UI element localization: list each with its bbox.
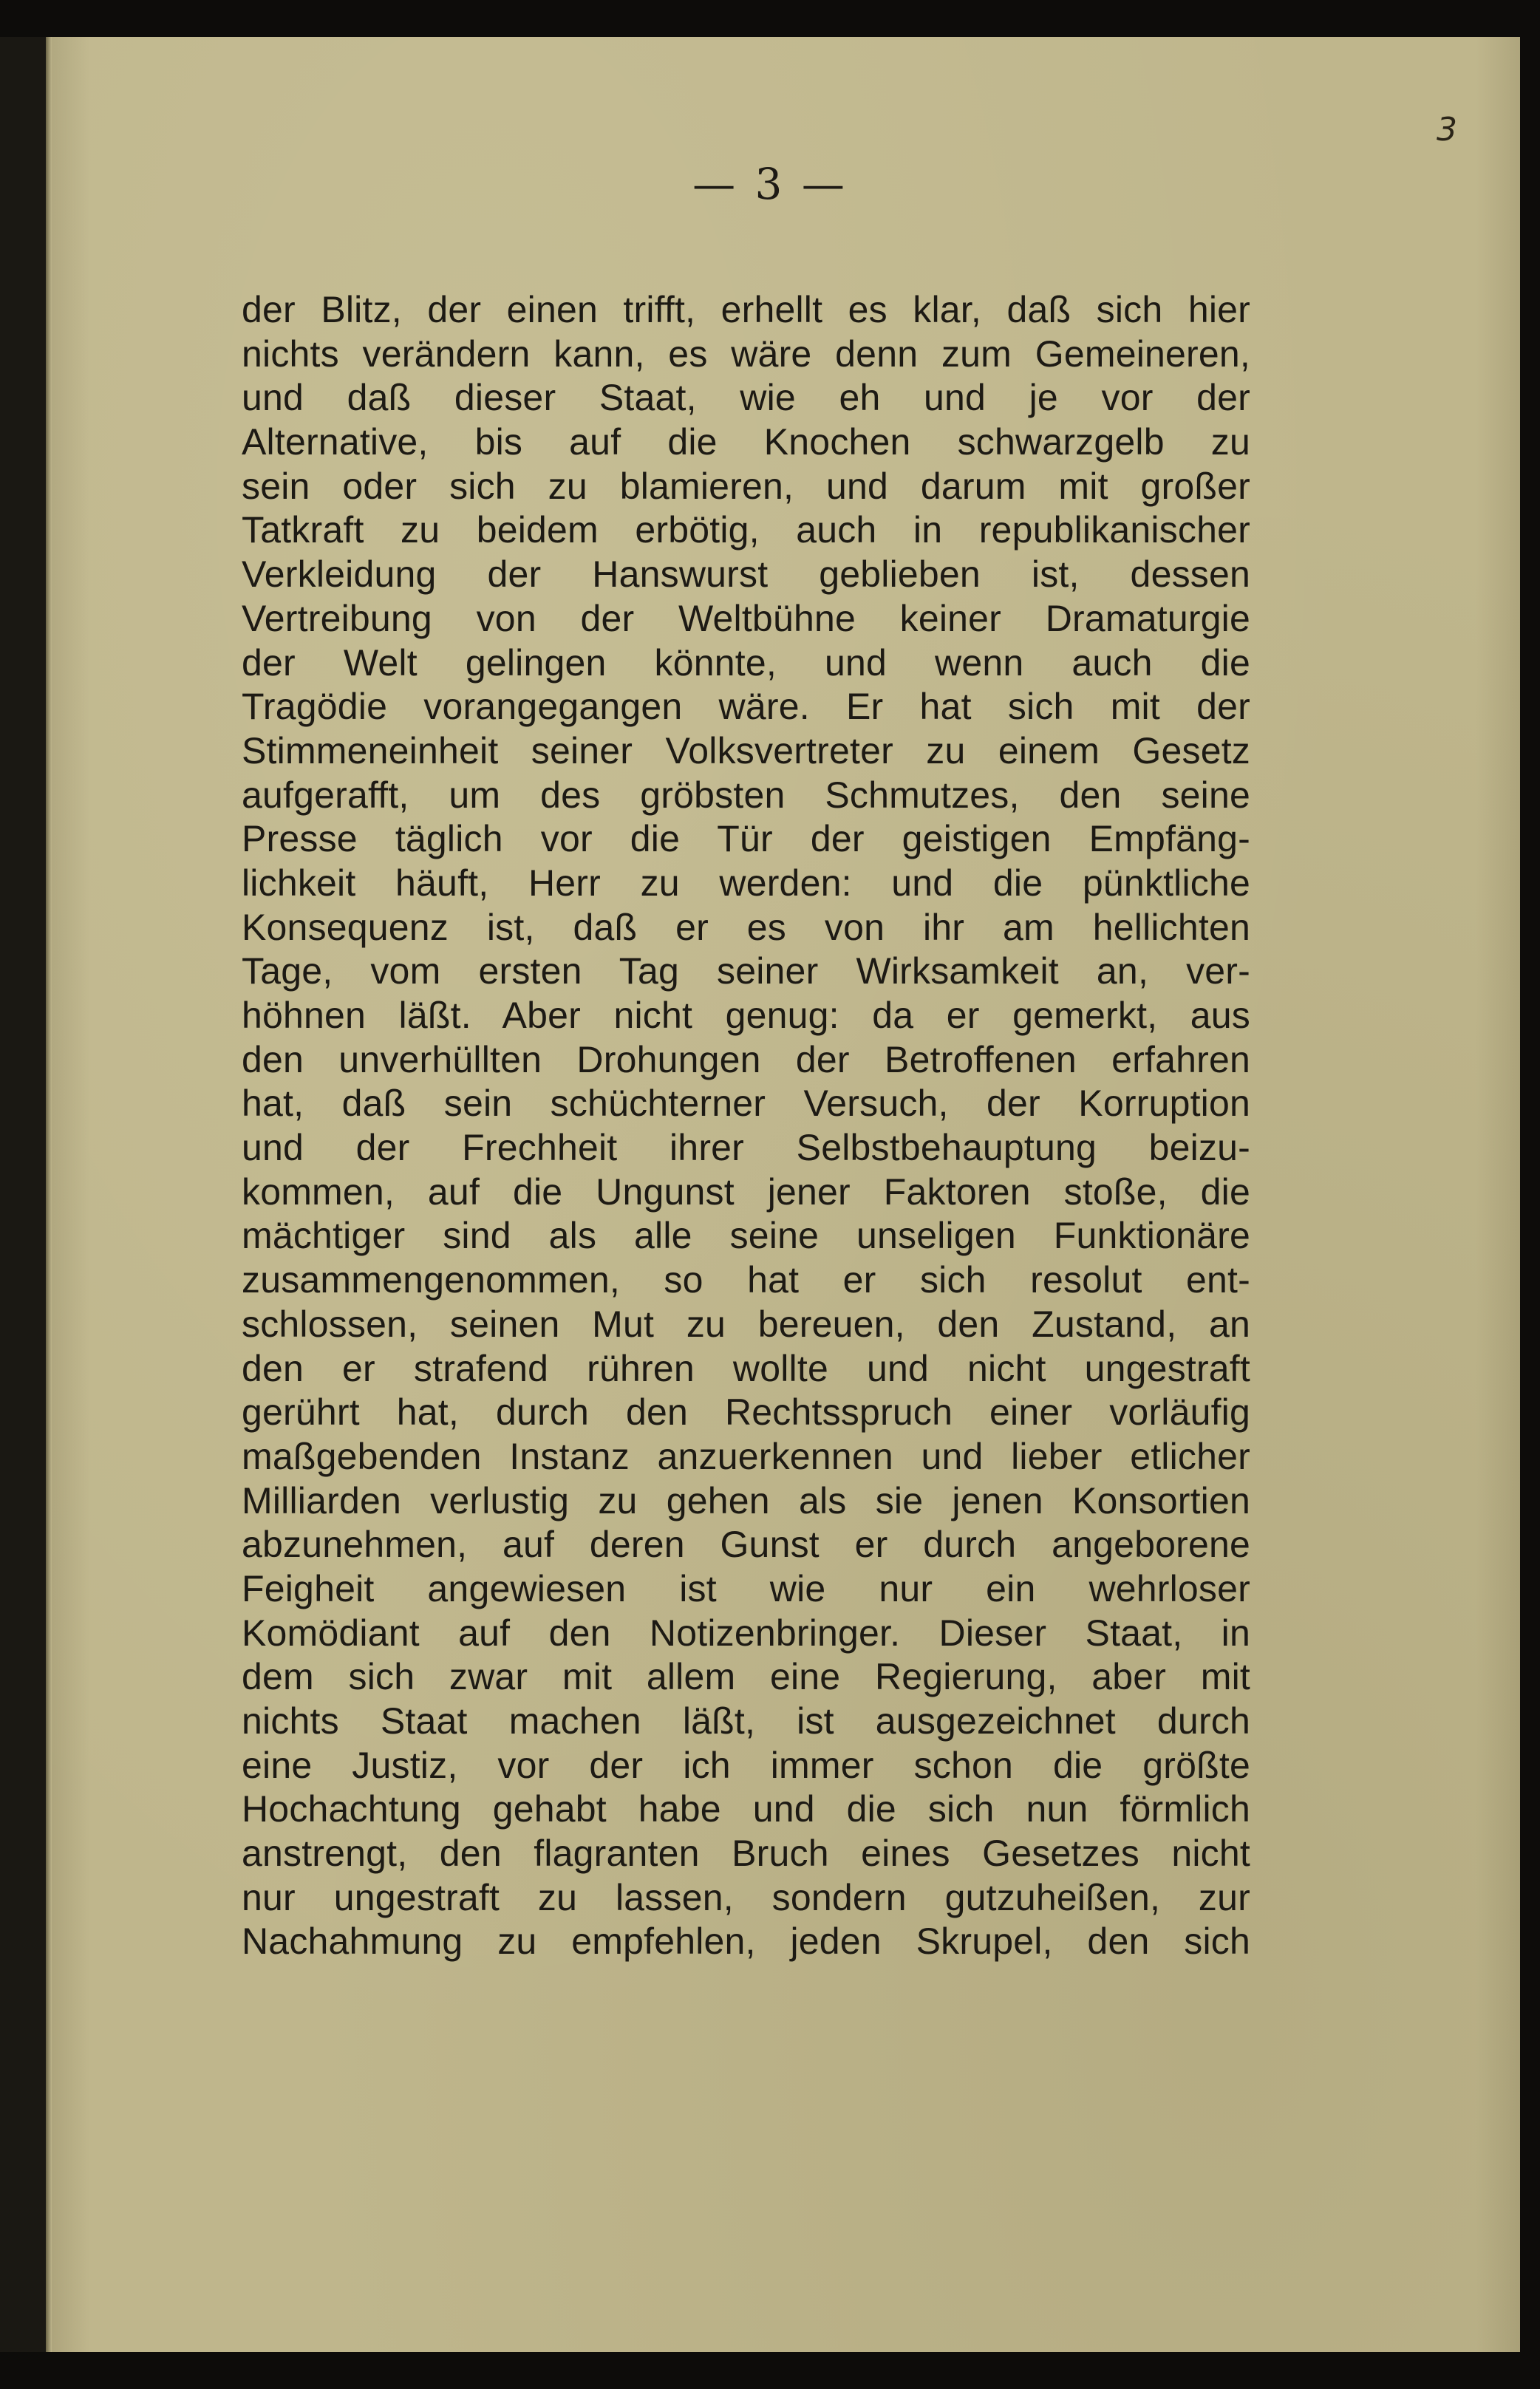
text-line: dem sich zwar mit allem eine Regierung, aber mit: [242, 1656, 1250, 1698]
text-line: Hochachtung gehabt habe und die sich nun förmlich: [242, 1788, 1250, 1830]
text-line: kommen, auf die Ungunst jener Faktoren stoße, die: [242, 1170, 1250, 1213]
text-line: anstrengt, den flagranten Bruch eines Gesetzes nicht: [242, 1833, 1250, 1875]
text-line: schlossen, seinen Mut zu bereuen, den Zustand, an: [242, 1303, 1250, 1345]
text-line: mächtiger sind als alle seine unseligen Funktionäre: [242, 1215, 1250, 1257]
scan-bottom-edge: [46, 2352, 1520, 2389]
text-line: Komödiant auf den Notizenbringer. Dieser Staat, in: [242, 1612, 1250, 1654]
book-binding-edge: [0, 37, 46, 2352]
text-line: gerührt hat, durch den Rechtsspruch einer vorläufig: [242, 1391, 1250, 1434]
text-line: Tragödie vorangegangen wäre. Er hat sich mit der: [242, 686, 1250, 728]
text-line: Stimmeneinheit seiner Volksvertreter zu einem Gesetz: [242, 729, 1250, 771]
text-line: Tatkraft zu beidem erbötig, auch in republikanischer: [242, 509, 1250, 551]
text-line: Presse täglich vor die Tür der geistigen Empfäng-: [242, 818, 1250, 860]
text-line: nur ungestraft zu lassen, sondern gutzuheißen, zur: [242, 1876, 1250, 1918]
text-line: den unverhüllten Drohungen der Betroffenen erfahren: [242, 1038, 1250, 1080]
text-line: höhnen läßt. Aber nicht genug: da er gemerkt, aus: [242, 995, 1250, 1036]
text-line: nichts Staat machen läßt, ist ausgezeichnet durch: [242, 1700, 1250, 1742]
page-header-number: — 3 —: [692, 159, 848, 209]
body-text-block: [242, 288, 1250, 1964]
text-line: der Welt gelingen könnte, und wenn auch die: [242, 641, 1250, 684]
text-line: Milliarden verlustig zu gehen als sie jenen Konsortien: [242, 1479, 1250, 1521]
page-fold-shadow: [46, 37, 52, 2352]
text-line: Tage, vom ersten Tag seiner Wirksamkeit an, ver-: [242, 950, 1250, 992]
text-line: abzunehmen, auf deren Gunst er durch angeborene: [242, 1524, 1250, 1566]
text-line: Konsequenz ist, daß er es von ihr am hellichten: [242, 906, 1250, 948]
text-line: der Blitz, der einen trifft, erhellt es klar, daß sich hier: [242, 289, 1250, 330]
text-line: Vertreibung von der Weltbühne keiner Dramaturgie: [242, 597, 1250, 639]
text-line: eine Justiz, vor der ich immer schon die größte: [242, 1744, 1250, 1786]
folio-page-number: 3: [1437, 111, 1457, 149]
text-line: maßgebenden Instanz anzuerkennen und lieber etlicher: [242, 1435, 1250, 1477]
text-line: lichkeit häuft, Herr zu werden: und die pünktliche: [242, 862, 1250, 904]
text-line: Verkleidung der Hanswurst geblieben ist, dessen: [242, 553, 1250, 596]
text-line: Alternative, bis auf die Knochen schwarzgelb zu: [242, 421, 1250, 463]
text-line: hat, daß sein schüchterner Versuch, der Korruption: [242, 1083, 1250, 1125]
text-line: sein oder sich zu blamieren, und darum mit großer: [242, 465, 1250, 507]
text-line: nichts verändern kann, es wäre denn zum Gemeineren,: [242, 333, 1250, 375]
text-line: den er strafend rühren wollte und nicht ungestraft: [242, 1347, 1250, 1389]
text-line: aufgerafft, um des gröbsten Schmutzes, den seine: [242, 774, 1250, 816]
text-line: zusammengenommen, so hat er sich resolut ent-: [242, 1259, 1250, 1301]
text-line: und der Frechheit ihrer Selbstbehauptung beizu-: [242, 1127, 1250, 1169]
text-line: Feigheit angewiesen ist wie nur ein wehrloser: [242, 1567, 1250, 1609]
text-line: Nachahmung zu empfehlen, jeden Skrupel, den sich: [242, 1921, 1250, 1963]
text-line: und daß dieser Staat, wie eh und je vor der: [242, 377, 1250, 419]
